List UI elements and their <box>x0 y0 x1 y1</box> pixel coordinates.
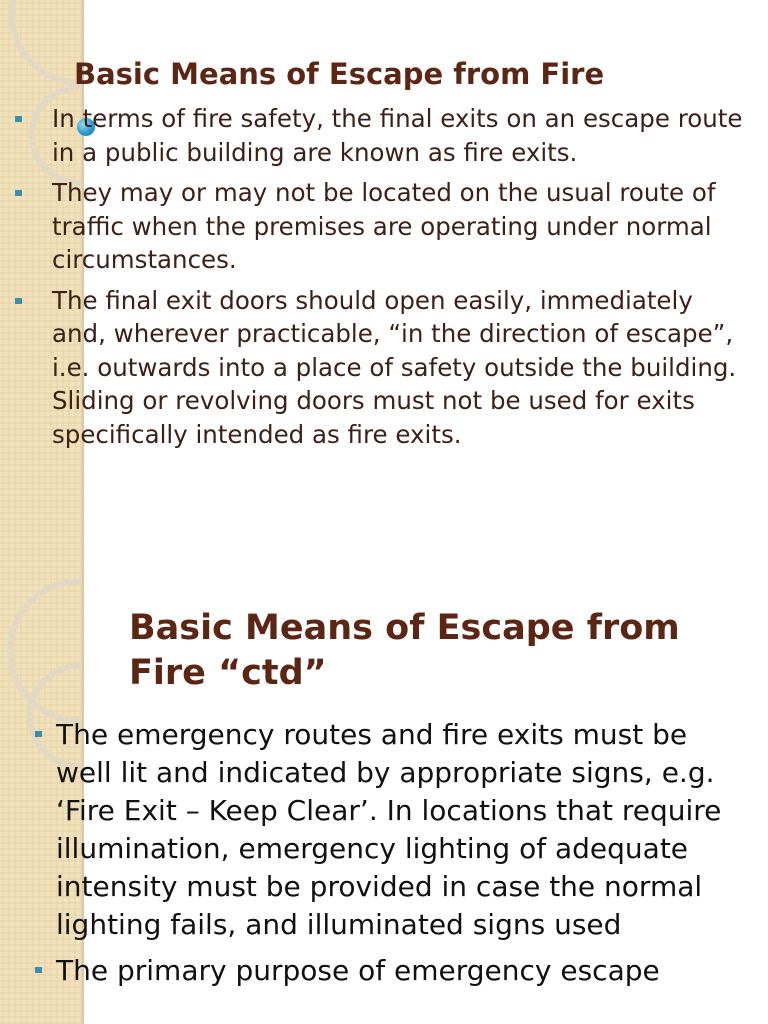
bullet-item <box>56 716 746 944</box>
bullet-item <box>52 284 752 452</box>
bullet-item <box>56 952 746 990</box>
bullet-icon <box>15 190 22 196</box>
bullet-item <box>52 102 752 169</box>
bullet-item <box>52 176 752 277</box>
bullet-icon <box>15 298 22 304</box>
bullet-icon <box>15 116 22 122</box>
slide-2-title: Basic Means of Escape from Fire “ctd” <box>129 608 680 693</box>
bullet-text: They may or may not be located on the usual route of traffic when the premises are operating under normal circumstances. <box>52 178 716 274</box>
bullet-text: The emergency routes and fire exits must be well lit and indicated by appropriate signs, e.g. ‘Fire Exit – Keep Clear’. In locations that require illumination, emergency lighting of adequate intensity must be provided in case the normal lighting fails, and illuminated signs used <box>56 718 722 941</box>
slide-2-bullet-list <box>56 716 746 998</box>
slide-1-bullet-list <box>52 102 752 458</box>
bullet-text: The final exit doors should open easily, immediately and, wherever practicable, “in the direction of escape”, i.e. outwards into a place of safety outside the building. Sliding or revolving doors must not be used for exits specifically intended as fire exits. <box>52 285 737 449</box>
bullet-text: The primary purpose of emergency escape <box>56 954 660 987</box>
bullet-icon <box>35 731 42 737</box>
bullet-text: In terms of fire safety, the final exits on an escape route in a public building are known as fire exits. <box>52 104 743 167</box>
slide-2 <box>0 576 768 1024</box>
bullet-icon <box>35 967 42 973</box>
slide-1-title: Basic Means of Escape from Fire <box>74 57 605 91</box>
